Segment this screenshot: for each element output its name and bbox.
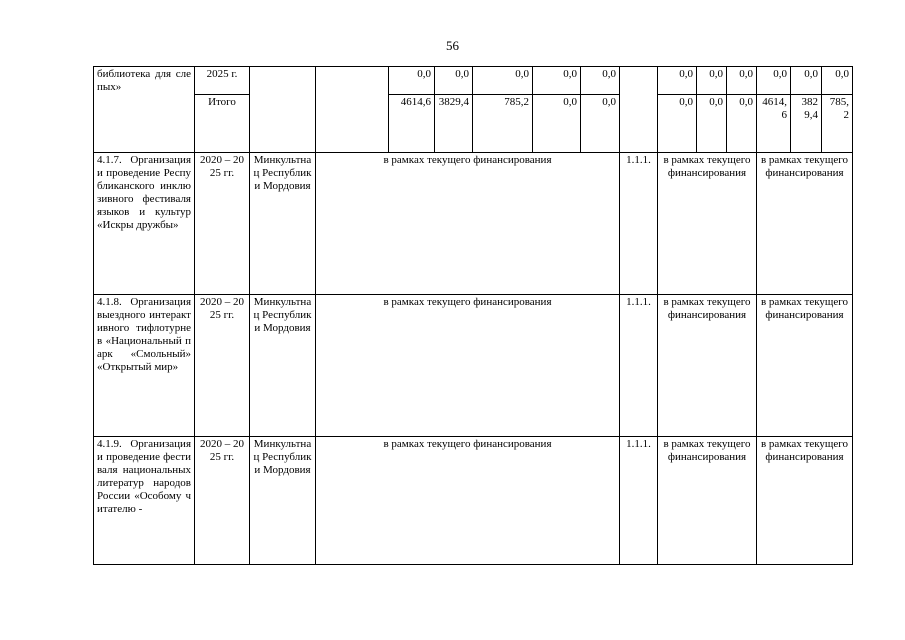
financing-cell: в рамках текущего финансирования — [757, 295, 853, 437]
value-cell: 0,0 — [658, 95, 697, 153]
executor-cell: Минкультнац Республики Мордовия — [250, 295, 316, 437]
years-cell: 2020 – 2025 гг. — [195, 437, 250, 565]
value-cell: 4614,6 — [389, 95, 435, 153]
value-cell: 0,0 — [581, 67, 620, 95]
value-cell: 3829,4 — [435, 95, 473, 153]
table-row — [94, 67, 870, 95]
value-cell: 0,0 — [581, 95, 620, 153]
value-cell: 785,2 — [822, 95, 853, 153]
value-cell: 0,0 — [697, 95, 727, 153]
code-cell: 1.1.1. — [620, 153, 658, 295]
page-number: 56 — [446, 38, 459, 53]
financing-cell: в рамках текущего финансирования — [316, 295, 620, 437]
measure-name: 4.1.7. Организация и проведение Республиканского инклюзивного фестиваля языков и культур «Искры дружбы» — [94, 153, 195, 295]
financing-cell: в рамках текущего финансирования — [316, 437, 620, 565]
financing-cell: в рамках текущего финансирования — [658, 437, 757, 565]
executor-cell: Минкультнац Республики Мордовия — [250, 153, 316, 295]
total-label: Итого — [195, 95, 250, 153]
table-row — [94, 295, 870, 437]
code-cell: 1.1.1. — [620, 295, 658, 437]
empty-cell — [316, 67, 389, 153]
measure-name: 4.1.9. Организация и проведение фестиваля национальных литератур народов России «Особому читателю - — [94, 437, 195, 565]
measure-name: 4.1.8. Организация выездного интерактивного тифлотурне в «Национальный парк «Смольный» «Открытый мир» — [94, 295, 195, 437]
value-cell: 0,0 — [697, 67, 727, 95]
value-cell: 3829,4 — [791, 95, 822, 153]
value-cell: 0,0 — [757, 67, 791, 95]
value-cell: 0,0 — [533, 67, 581, 95]
value-cell: 0,0 — [533, 95, 581, 153]
value-cell: 0,0 — [791, 67, 822, 95]
years-cell: 2020 – 2025 гг. — [195, 295, 250, 437]
value-cell: 0,0 — [727, 95, 757, 153]
value-cell: 0,0 — [727, 67, 757, 95]
financing-cell: в рамках текущего финансирования — [658, 153, 757, 295]
financing-cell: в рамках текущего финансирования — [658, 295, 757, 437]
financing-cell: в рамках текущего финансирования — [757, 437, 853, 565]
empty-cell — [620, 67, 658, 153]
value-cell: 785,2 — [473, 95, 533, 153]
value-cell: 0,0 — [389, 67, 435, 95]
empty-cell — [250, 67, 316, 153]
years-cell: 2020 – 2025 гг. — [195, 153, 250, 295]
financing-cell: в рамках текущего финансирования — [757, 153, 853, 295]
financing-cell: в рамках текущего финансирования — [316, 153, 620, 295]
value-cell: 4614,6 — [757, 95, 791, 153]
executor-cell: Минкультнац Республики Мордовия — [250, 437, 316, 565]
value-cell: 0,0 — [473, 67, 533, 95]
year-cell: 2025 г. — [195, 67, 250, 95]
program-table — [93, 66, 870, 565]
code-cell: 1.1.1. — [620, 437, 658, 565]
table-row — [94, 437, 870, 565]
table-row — [94, 153, 870, 295]
table-row — [94, 95, 870, 153]
value-cell: 0,0 — [822, 67, 853, 95]
measure-name: библиотека для слепых» — [94, 67, 195, 153]
value-cell: 0,0 — [435, 67, 473, 95]
value-cell: 0,0 — [658, 67, 697, 95]
